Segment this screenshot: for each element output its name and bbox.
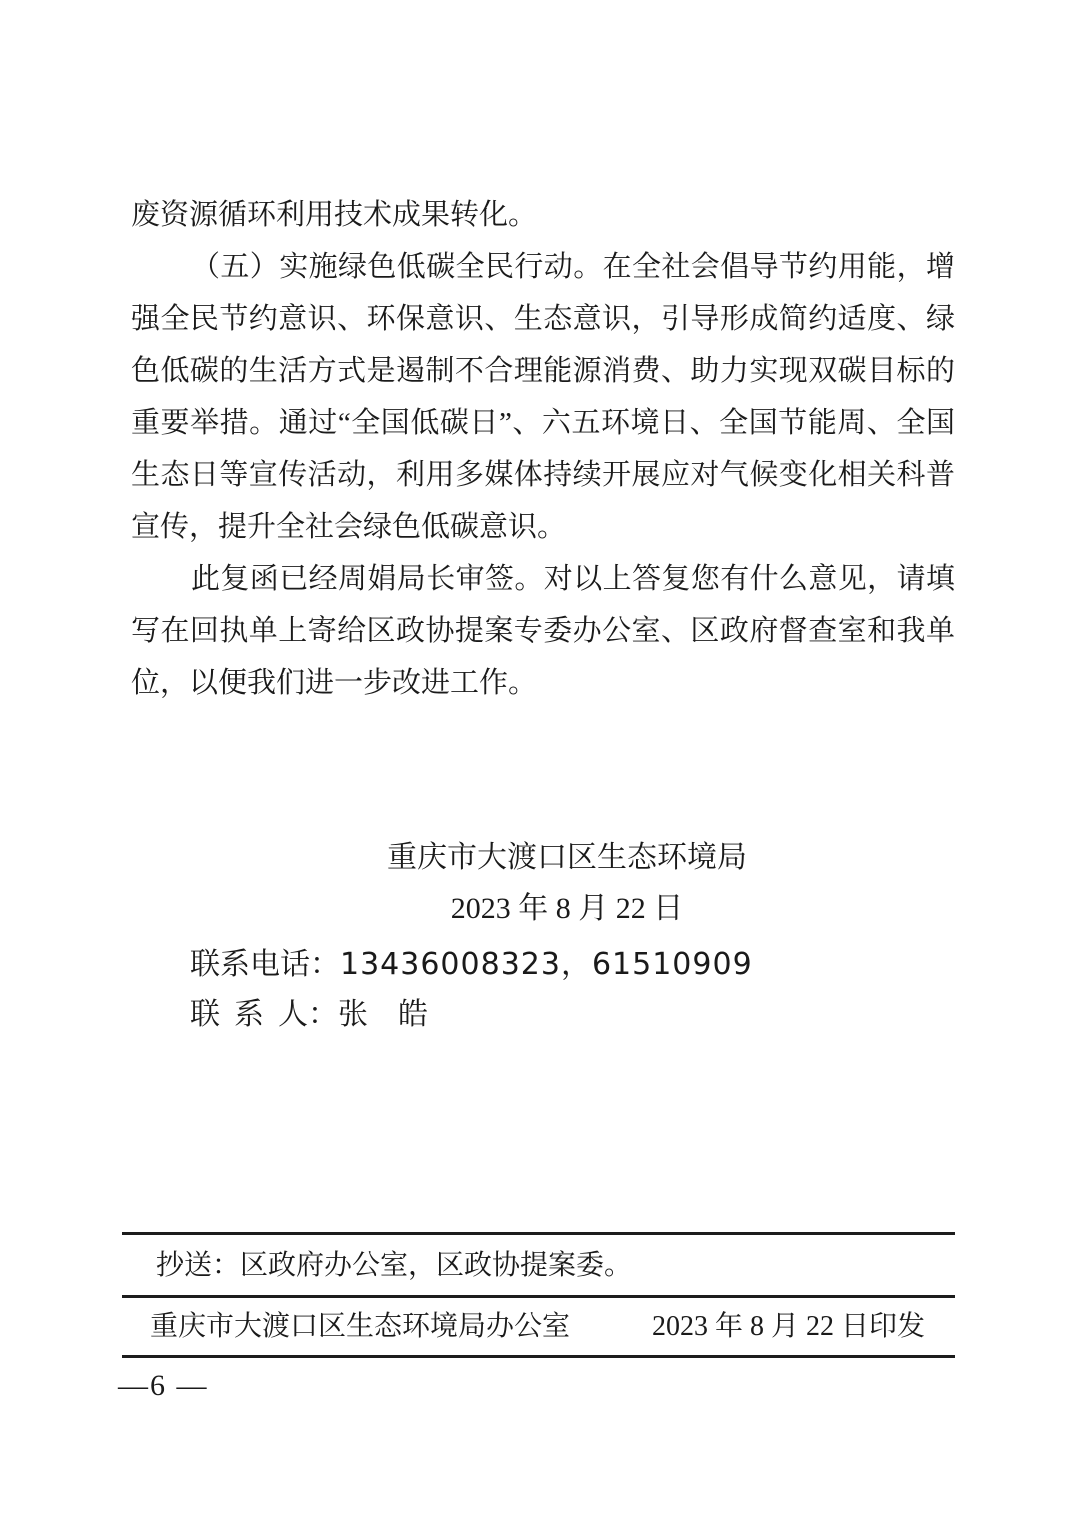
letter-body <box>131 189 955 709</box>
body-line: 写在回执单上寄给区政协提案专委办公室、区政府督查室和我单 <box>131 615 955 647</box>
body-line: 宣传，提升全社会绿色低碳意识。 <box>131 511 567 543</box>
cc-line: 抄送：区政府办公室，区政协提案委。 <box>156 1250 633 1281</box>
body-line: 强全民节约意识、环保意识、生态意识，引导形成简约适度、绿 <box>131 303 955 335</box>
body-line: 重要举措。通过“全国低碳日”、六五环境日、全国节能周、全国 <box>131 407 955 439</box>
contact-person-label: 联系人 <box>190 998 308 1031</box>
page-number: —6 — <box>118 1369 209 1402</box>
footer-rule-bottom <box>122 1355 955 1358</box>
signature-block <box>155 832 979 933</box>
contact-phone-label: 联系电话 <box>190 948 310 981</box>
body-line: 色低碳的生活方式是遏制不合理能源消费、助力实现双碳目标的 <box>131 355 955 387</box>
signature-date: 2023 年 8 月 22 日 <box>450 892 684 925</box>
footer-rule-middle <box>122 1295 955 1298</box>
issuer-row <box>150 1309 925 1345</box>
body-line: 废资源循环利用技术成果转化。 <box>131 199 538 231</box>
body-line: 此复函已经周娟局长审签。对以上答复您有什么意见，请填 <box>191 563 955 595</box>
contact-person-name: 张 皓 <box>338 998 428 1031</box>
body-line: 生态日等宣传活动，利用多媒体持续开展应对气候变化相关科普 <box>131 459 955 491</box>
contact-phone-numbers: 13436008323，61510909 <box>340 947 753 982</box>
fullwidth-colon: ： <box>310 948 340 981</box>
issuing-authority-name: 重庆市大渡口区生态环境局 <box>387 841 747 874</box>
body-line: 位，以便我们进一步改进工作。 <box>131 667 538 699</box>
contact-person-line <box>190 991 428 1039</box>
footer-rule-top <box>122 1232 955 1235</box>
body-line: （五）实施绿色低碳全民行动。在全社会倡导节约用能，增 <box>191 251 955 283</box>
issuing-office: 重庆市大渡口区生态环境局办公室 <box>150 1311 571 1342</box>
contact-phone-line <box>190 941 753 989</box>
fullwidth-colon: ： <box>308 998 338 1031</box>
print-date: 2023 年 8 月 22 日印发 <box>651 1311 925 1342</box>
